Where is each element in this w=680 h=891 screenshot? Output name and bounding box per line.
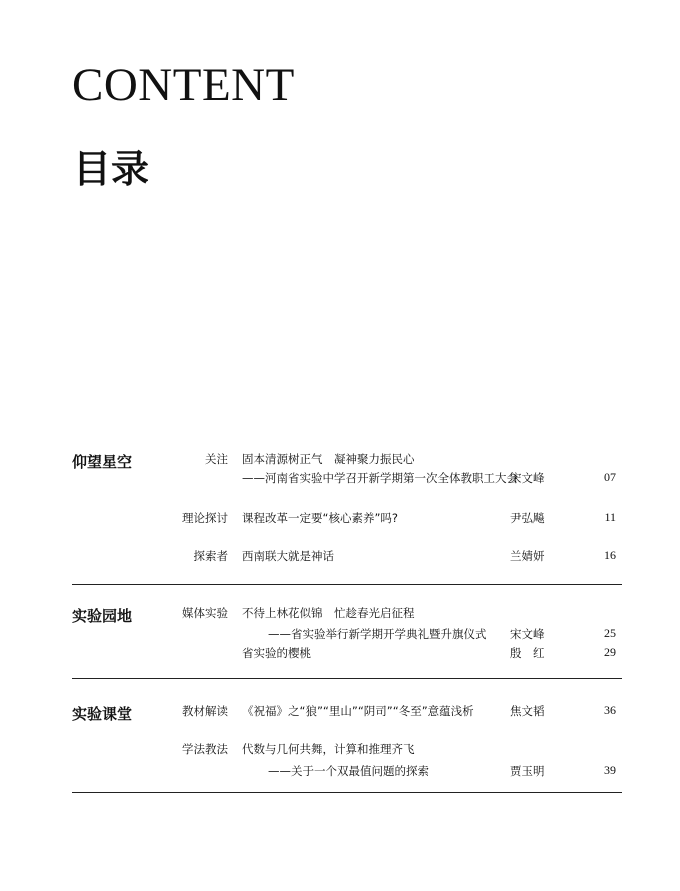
entry-title: 代数与几何共舞，计算和推理齐飞 [242, 742, 415, 756]
entry-author: 焦文韬 [510, 704, 545, 718]
toc-entry[interactable] [72, 763, 622, 781]
column-label: 探索者 [193, 549, 228, 563]
entry-title: 西南联大就是神话 [242, 549, 334, 563]
column-label: 理论探讨 [182, 511, 228, 525]
toc-entry[interactable] [72, 510, 622, 528]
section-divider [72, 792, 622, 793]
section-name: 实验课堂 [72, 705, 133, 723]
toc-entry[interactable] [72, 605, 622, 623]
section-divider [72, 584, 622, 585]
entry-subtitle: ——关于一个双最值问题的探索 [268, 764, 429, 778]
section-name: 仰望星空 [72, 453, 133, 471]
entry-title: 课程改革一定要“核心素养”吗? [242, 511, 399, 525]
entry-subtitle: ——河南省实验中学召开新学期第一次全体教职工大会 [242, 471, 518, 485]
title-zh: 目录 [73, 147, 150, 191]
entry-author: 宋文峰 [510, 471, 545, 485]
entry-author: 尹弘飚 [510, 511, 545, 525]
title-en: CONTENT [72, 59, 295, 111]
toc-entry[interactable] [72, 470, 622, 488]
entry-page: 25 [604, 626, 616, 640]
column-label: 媒体实验 [182, 606, 228, 620]
toc-entry[interactable] [72, 451, 622, 469]
entry-title: 《祝福》之“狼”“里山”“阴司”“冬至”意蕴浅析 [242, 704, 474, 718]
toc-entry[interactable] [72, 703, 622, 721]
toc-entry[interactable] [72, 626, 622, 644]
toc-entry[interactable] [72, 741, 622, 759]
entry-author: 殷 红 [510, 646, 545, 660]
entry-author: 宋文峰 [510, 627, 545, 641]
entry-page: 11 [604, 510, 616, 524]
entry-author: 贾玉明 [510, 764, 545, 778]
entry-title: 固本清源树正气 凝神聚力振民心 [242, 452, 415, 466]
column-label: 关注 [205, 452, 228, 466]
entry-title: 不待上林花似锦 忙趁春光启征程 [242, 606, 415, 620]
entry-page: 07 [604, 470, 616, 484]
entry-page: 16 [604, 548, 616, 562]
entry-title: 省实验的樱桃 [242, 646, 311, 660]
entry-page: 36 [604, 703, 616, 717]
entry-author: 兰婧妍 [510, 549, 545, 563]
entry-page: 39 [604, 763, 616, 777]
section-divider [72, 678, 622, 679]
section-name: 实验园地 [72, 607, 133, 625]
toc-entry[interactable] [72, 548, 622, 566]
entry-subtitle: ——省实验举行新学期开学典礼暨升旗仪式 [268, 627, 487, 641]
column-label: 学法教法 [182, 742, 228, 756]
toc-entry[interactable] [72, 645, 622, 663]
entry-page: 29 [604, 645, 616, 659]
column-label: 教材解读 [182, 704, 228, 718]
